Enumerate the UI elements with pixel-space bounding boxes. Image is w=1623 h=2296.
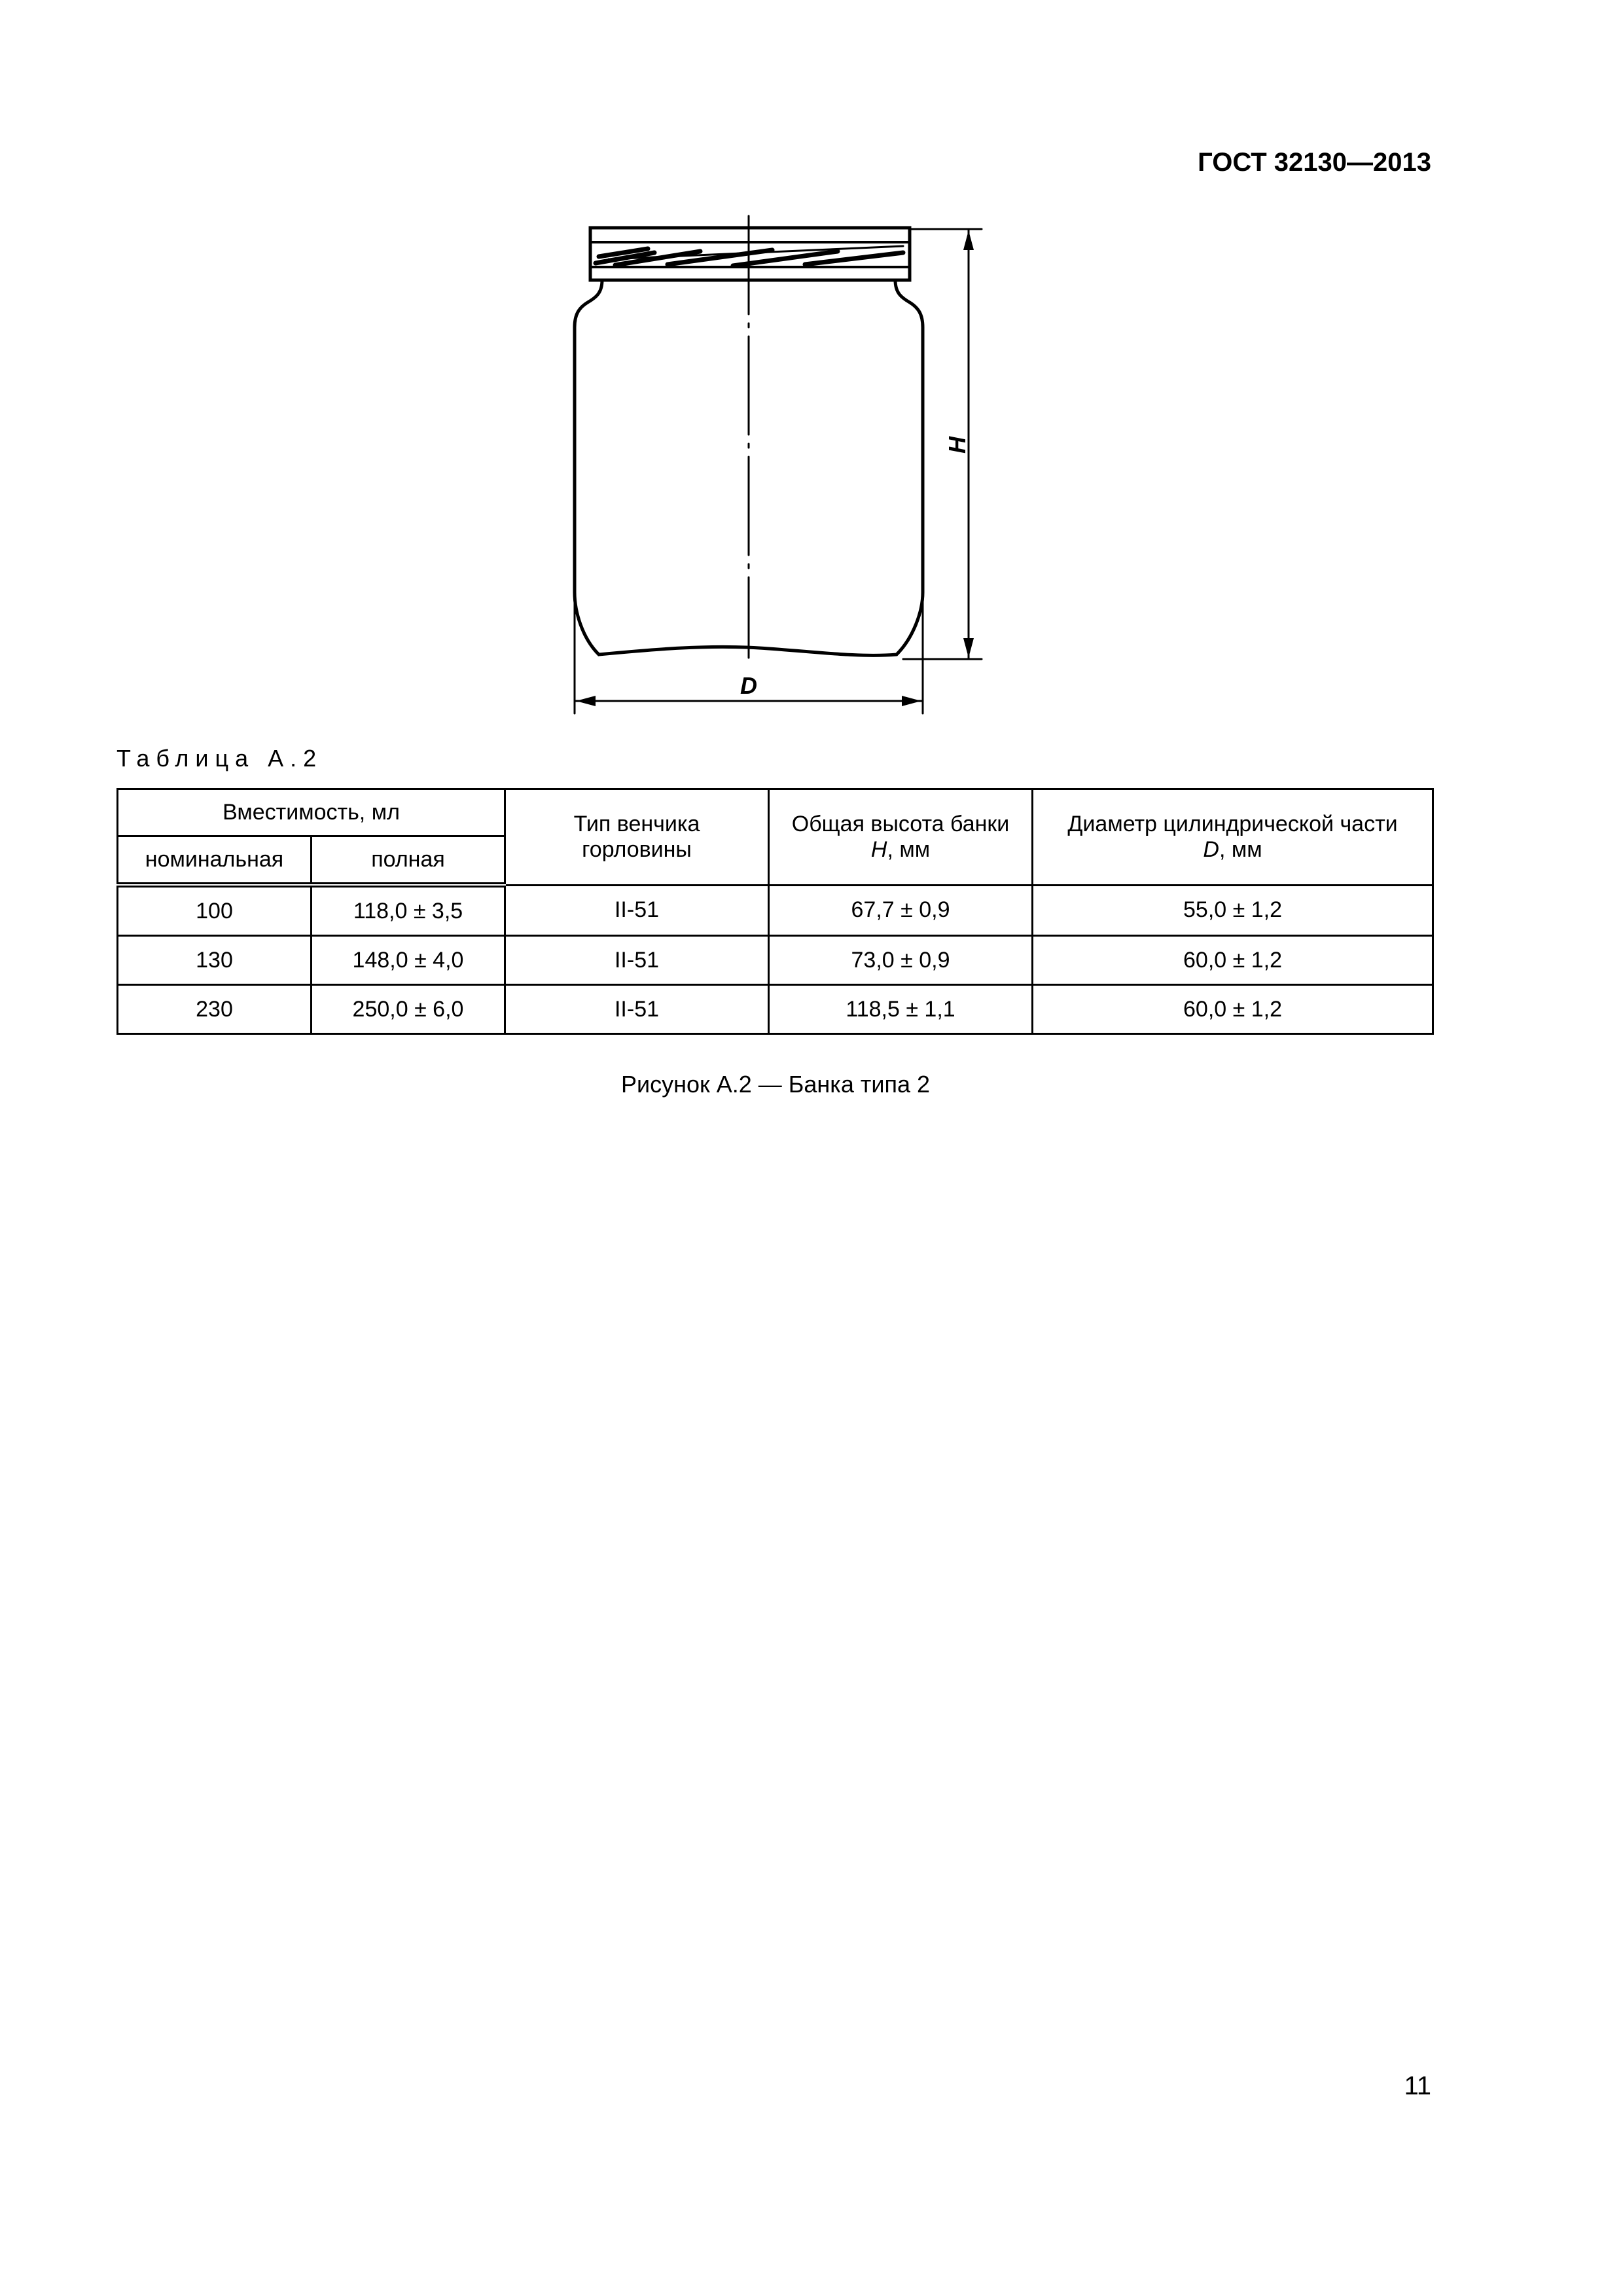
- page-number: 11: [1404, 2072, 1431, 2100]
- height-label: H: [944, 437, 971, 454]
- table-caption: Таблица А.2: [116, 745, 323, 772]
- cell-height: 73,0 ± 0,9: [769, 936, 1033, 985]
- cell-diameter: 55,0 ± 1,2: [1033, 885, 1433, 936]
- jar-dimensions-table: [116, 788, 1434, 1035]
- cell-nominal: 100: [118, 885, 312, 936]
- document-code: ГОСТ 32130—2013: [1198, 148, 1431, 177]
- cell-neck: II-51: [505, 936, 769, 985]
- cell-neck: II-51: [505, 985, 769, 1034]
- jar-drawing: [0, 0, 1623, 733]
- cell-full: 250,0 ± 6,0: [312, 985, 505, 1034]
- header-neck-type: Тип венчика горловины: [505, 789, 769, 886]
- table-row: [118, 885, 1433, 936]
- header-diameter: Диаметр цилиндрической части D, мм: [1033, 789, 1433, 886]
- cell-nominal: 230: [118, 985, 312, 1034]
- table-row: [118, 936, 1433, 985]
- cell-diameter: 60,0 ± 1,2: [1033, 985, 1433, 1034]
- cell-full: 118,0 ± 3,5: [312, 885, 505, 936]
- diameter-label: D: [740, 672, 757, 699]
- cell-full: 148,0 ± 4,0: [312, 936, 505, 985]
- cell-height: 67,7 ± 0,9: [769, 885, 1033, 936]
- header-nominal: номинальная: [118, 836, 312, 886]
- cell-neck: II-51: [505, 885, 769, 936]
- cell-height: 118,5 ± 1,1: [769, 985, 1033, 1034]
- table-row: [118, 985, 1433, 1034]
- header-capacity: Вместимость, мл: [118, 789, 505, 836]
- header-height: Общая высота банки H, мм: [769, 789, 1033, 886]
- cell-nominal: 130: [118, 936, 312, 985]
- figure-caption: Рисунок А.2 — Банка типа 2: [620, 1071, 931, 1098]
- cell-diameter: 60,0 ± 1,2: [1033, 936, 1433, 985]
- header-full: полная: [312, 836, 505, 886]
